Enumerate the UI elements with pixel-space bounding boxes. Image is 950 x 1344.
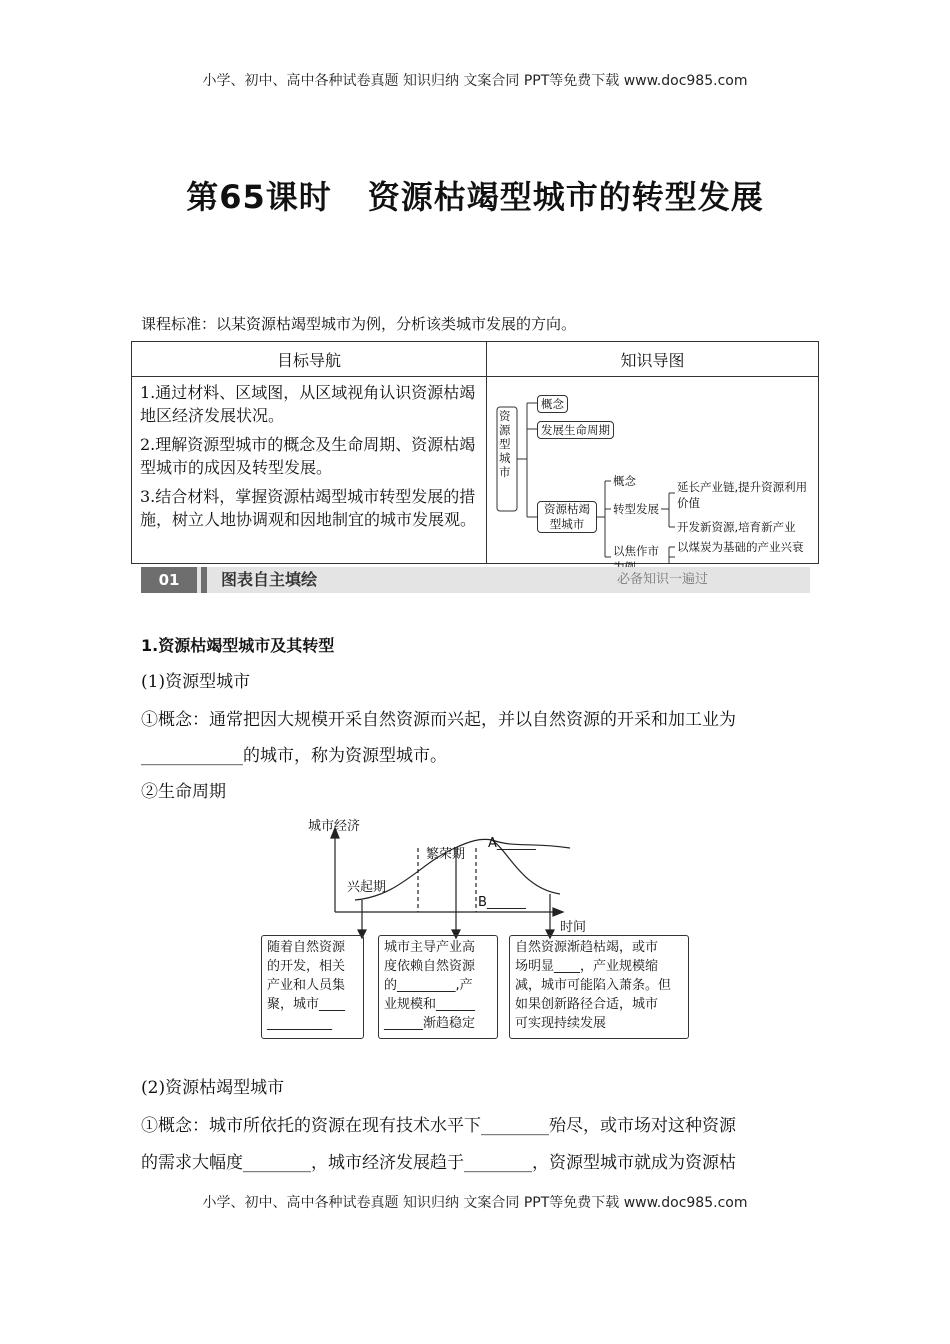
x-axis-arrow	[553, 908, 563, 916]
subheading-1: (1)资源型城市	[141, 672, 251, 692]
map-example-1: 以煤炭为基础的产业兴衰	[677, 540, 804, 554]
map-sub-concept: 概念	[613, 474, 636, 488]
paragraph-exhausted-line2: 的需求大幅度________，城市经济发展趋于________，资源型城市就成为资源枯	[141, 1153, 736, 1173]
map-example: 以焦作市	[613, 544, 659, 558]
paragraph-concept-line2: ____________的城市，称为资源型城市。	[141, 746, 447, 766]
map-transform: 转型发展	[613, 502, 659, 516]
stage-rise: 兴起期	[347, 880, 387, 895]
x-axis-label: 时间	[560, 920, 587, 935]
map-exhausted: 资源枯竭型城市	[537, 501, 597, 533]
map-transform-1: 延长产业链,提升资源利用价值	[677, 480, 808, 510]
stage-boom: 繁荣期	[426, 847, 466, 862]
map-lifecycle: 发展生命周期	[537, 421, 614, 439]
paragraph-exhausted-line1: ①概念：城市所依托的资源在现有技术水平下________殆尽，或市场对这种资源	[141, 1116, 736, 1136]
curve-b-label: B______	[478, 895, 526, 910]
map-root: 资源型城市	[499, 409, 513, 479]
y-axis-label: 城市经济	[308, 819, 361, 834]
curve-a-label: A______	[488, 836, 536, 851]
curriculum-standard: 课程标准：以某资源枯竭型城市为例，分析该类城市发展的方向。	[141, 315, 577, 333]
subheading-2: (2)资源枯竭型城市	[141, 1078, 285, 1098]
stage-box-boom: 城市主导产业高 度依赖自然资源 的_________,产 业规模和______ ______渐趋稳定	[378, 935, 498, 1039]
section-bar	[141, 567, 810, 593]
page-footer: 小学、初中、高中各种试卷真题 知识归纳 文案合同 PPT等免费下载 www.doc985.com	[202, 1195, 748, 1211]
goal-item: 1.通过材料、区域图，从区域视角认识资源枯竭地区经济发展状况。	[140, 383, 476, 425]
knowledge-map	[487, 377, 819, 564]
lesson-number: 第65课时	[186, 178, 332, 216]
map-concept: 概念	[537, 395, 568, 413]
goal-list	[132, 377, 487, 564]
map-header: 知识导图	[487, 342, 819, 377]
goal-header: 目标导航	[132, 342, 487, 377]
map-transform-2: 开发新资源,培育新产业	[677, 520, 796, 534]
heading-1: 1.资源枯竭型城市及其转型	[141, 636, 335, 655]
stage-box-rise: 随着自然资源 的开发，相关 产业和人员集 聚，城市____ __________	[261, 935, 364, 1039]
stage-box-decline: 自然资源渐趋枯竭，或市 场明显____，产业规模缩 减，城市可能陷入萧条。但 如果创新路径合适，城市 可实现持续发展	[509, 935, 689, 1039]
lifecycle-label: ②生命周期	[141, 782, 226, 802]
goal-table	[131, 341, 819, 564]
page-title	[0, 172, 950, 218]
section-tag: 必备知识一遍过	[617, 572, 709, 587]
goal-item: 2.理解资源型城市的概念及生命周期、资源枯竭型城市的成因及转型发展。	[140, 435, 476, 477]
section-number: 01	[141, 567, 197, 593]
paragraph-concept-line1: ①概念：通常把因大规模开采自然资源而兴起，并以自然资源的开采和加工业为	[141, 710, 736, 730]
goal-item: 3.结合材料，掌握资源枯竭型城市转型发展的措施，树立人地协调观和因地制宜的城市发展观。	[140, 487, 477, 529]
section-label: 图表自主填绘	[221, 570, 318, 589]
page-header: 小学、初中、高中各种试卷真题 知识归纳 文案合同 PPT等免费下载 www.doc985.com	[202, 73, 748, 89]
lesson-topic: 资源枯竭型城市的转型发展	[367, 178, 764, 216]
section-divider	[201, 567, 207, 593]
